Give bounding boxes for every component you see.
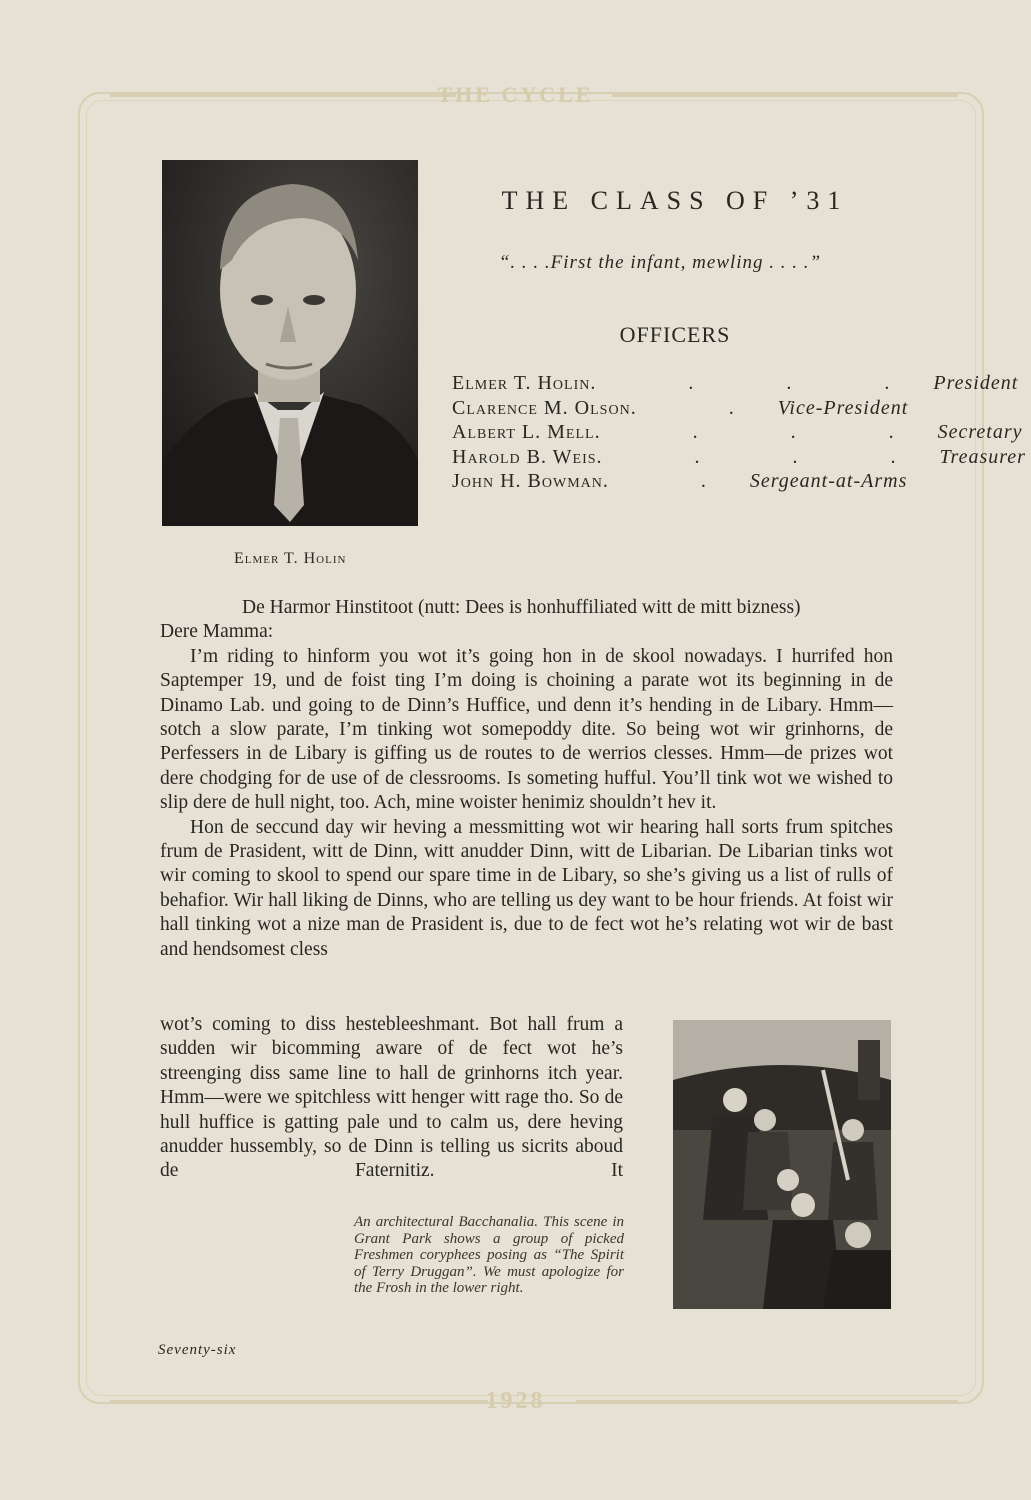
officer-title: Treasurer — [939, 445, 1026, 468]
group-photo — [673, 1020, 891, 1309]
group-photo-illustration — [673, 1020, 891, 1309]
officer-leader: . . — [630, 396, 778, 419]
portrait-photo — [162, 160, 418, 526]
letter-address: De Harmor Hinstitoot (nutt: Dees is honhuffiliated witt de mitt bizness) — [242, 597, 801, 618]
page-title: THE CLASS OF ’31 — [501, 186, 849, 215]
letter-salutation: Dere Mamma: — [160, 621, 274, 643]
portrait-caption: Elmer T. Holin — [234, 550, 347, 567]
officer-title: President — [933, 372, 1019, 394]
letter-paragraph-continued: wot’s coming to diss hestebleeshmant. Bot hall frum a sudden wir bicomming aware of de fect wot he’s streenging diss same line to hall de grinhorns itch year. Hmm—were we spitchless witt henger witt rage tho. So de hull huffice is gatting pale und to calm us, dere heving anudder hussembly, so de Dinn is telling us sicrits aboud de Faternitiz. It — [160, 1014, 623, 1182]
officers-heading: OFFICERS — [619, 322, 731, 347]
officer-leader: . . . . — [596, 445, 940, 468]
letter-paragraph: I’m riding to hinform you wot it’s going hon in de skool nowadays. I hurrifed hon Saptemper 19, und de foist ting I’m doing is choining a parate wot its beginning in de Dinamo Lab. und going to de Dinn’s Huffice, und denn it’s hending in de Libary. Hmm—sotch a slow parate, I’m tinking wot somepoddy dite. So being wot wir grinhorns, de Perfessers in de Libary is giffing us de routes to de werrios clesses. Hmm—de prizes wot dere chodging for de use of de clessrooms. Is someting hufful. You’ll tink wot we wished to slip dere de hull night, too. Ach, mine woister henimiz shouldn’t hev it. — [160, 645, 893, 814]
portrait-illustration — [162, 160, 418, 526]
officer-row — [452, 372, 1019, 397]
officer-row — [452, 470, 908, 495]
officer-row — [452, 421, 1023, 446]
officer-leader: . . — [602, 470, 750, 492]
officer-leader: . . . . — [590, 372, 934, 394]
officer-row — [452, 445, 1026, 471]
officer-name: Albert L. Mell — [452, 421, 595, 443]
page-number: Seventy-six — [158, 1342, 237, 1358]
officer-leader: . . . . — [594, 421, 938, 443]
footer-year: 1928 — [485, 1388, 546, 1414]
letter-body — [160, 596, 893, 962]
officers-list — [452, 372, 1026, 495]
officer-title: Sergeant-at-Arms — [749, 470, 908, 492]
officer-name: Harold B. Weis — [452, 445, 597, 468]
officer-row — [452, 396, 909, 422]
officer-name: John H. Bowman — [452, 470, 603, 492]
photo-caption: An architectural Bacchanalia. This scene in Grant Park shows a group of picked Freshmen coryphees posing as “The Spirit of Terry Druggan”. We must apologize for the Frosh in the lower right. — [354, 1214, 624, 1297]
officer-name: Elmer T. Holin — [452, 372, 591, 394]
officer-title: Secretary — [937, 421, 1023, 443]
officer-title: Vice-President — [777, 396, 909, 419]
officer-name: Clarence M. Olson — [452, 396, 631, 419]
letter-paragraph: Hon de seccund day wir heving a messmitting wot wir hearing hall sorts frum spitches frum de Prasident, witt de Dinn, witt anudder Dinn, witt de Libarian. De Libarian tinks wot wir coming to skool to spend our spare time in de Libary, so she’s giving us a list of rulls of behafior. Wir hall liking de Dinns, who are telling us dey want to be hour friends. At foist wir hall tinking wot a nize man de Prasident is, due to de fect wot he’s relating wot wir de bast and hendsomest cless — [160, 816, 893, 960]
epigraph-quote: “. . . .First the infant, mewling . . . .” — [498, 252, 822, 273]
running-title: THE CYCLE — [437, 82, 594, 107]
